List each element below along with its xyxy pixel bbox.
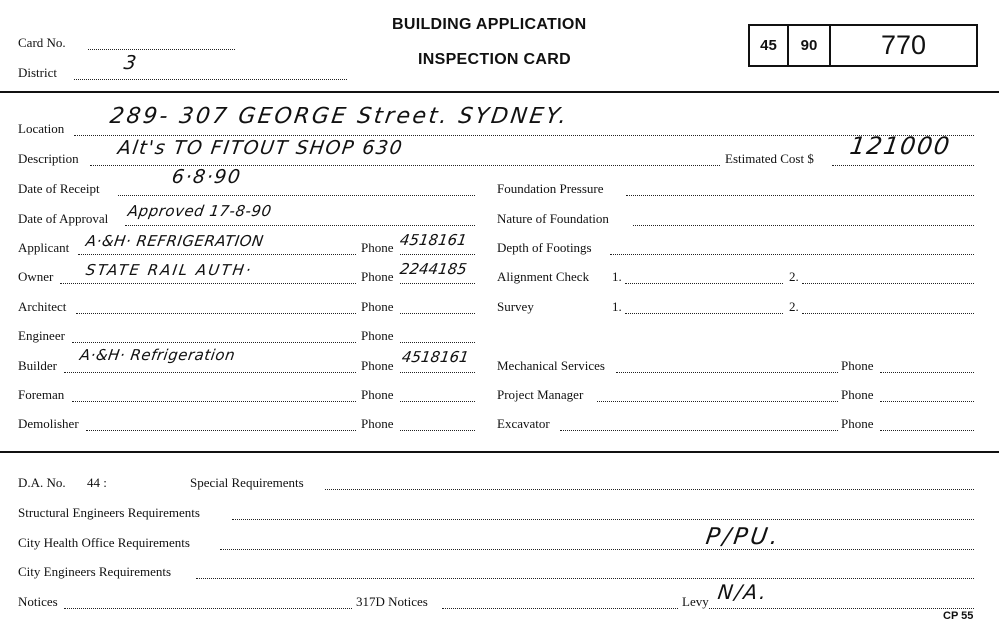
form-code: CP 55 bbox=[943, 610, 974, 622]
builder-label: Builder bbox=[18, 358, 57, 373]
owner-phone-value: 2244185 bbox=[398, 260, 469, 278]
city-health-value: P/PU. bbox=[704, 524, 783, 550]
foreman-phone-field[interactable] bbox=[400, 401, 475, 402]
levy-label: Levy bbox=[682, 594, 709, 609]
special-requirements-label: Special Requirements bbox=[190, 475, 304, 490]
ref-box-a: 45 bbox=[748, 24, 789, 67]
mechanical-services-phone-field[interactable] bbox=[880, 372, 974, 373]
structural-engineers-label: Structural Engineers Requirements bbox=[18, 505, 200, 520]
card-no-label: Card No. bbox=[18, 35, 66, 50]
applicant-label: Applicant bbox=[18, 240, 70, 255]
applicant-phone-value: 4518161 bbox=[398, 231, 469, 249]
excavator-field[interactable] bbox=[560, 430, 838, 431]
builder-phone-label: Phone bbox=[361, 358, 394, 373]
project-manager-field[interactable] bbox=[597, 401, 838, 402]
applicant-phone-label: Phone bbox=[361, 240, 394, 255]
foreman-phone-label: Phone bbox=[361, 387, 394, 402]
date-of-receipt-value: 6·8·90 bbox=[170, 166, 243, 188]
structural-engineers-field[interactable] bbox=[232, 519, 974, 520]
description-label: Description bbox=[18, 151, 79, 166]
project-manager-label: Project Manager bbox=[497, 387, 584, 402]
city-health-field[interactable] bbox=[220, 549, 974, 550]
date-of-approval-field[interactable] bbox=[125, 225, 475, 226]
alignment-check-1-field[interactable] bbox=[625, 283, 783, 284]
header-divider bbox=[0, 91, 999, 93]
owner-label: Owner bbox=[18, 269, 54, 284]
nature-of-foundation-label: Nature of Foundation bbox=[497, 211, 609, 226]
levy-value: N/A. bbox=[716, 580, 770, 604]
project-manager-phone-label: Phone bbox=[841, 387, 874, 402]
city-engineers-label: City Engineers Requirements bbox=[18, 564, 172, 579]
builder-field[interactable] bbox=[64, 372, 356, 373]
district-label: District bbox=[18, 65, 57, 80]
location-field[interactable] bbox=[74, 135, 974, 136]
demolisher-phone-field[interactable] bbox=[400, 430, 475, 431]
architect-phone-label: Phone bbox=[361, 299, 394, 314]
engineer-field[interactable] bbox=[72, 342, 356, 343]
owner-phone-field[interactable] bbox=[400, 283, 475, 284]
section-divider bbox=[0, 451, 999, 453]
mechanical-services-label: Mechanical Services bbox=[497, 358, 605, 373]
description-value: Alt's TO FITOUT SHOP 630 bbox=[116, 137, 405, 159]
foundation-pressure-label: Foundation Pressure bbox=[497, 181, 604, 196]
date-of-approval-label: Date of Approval bbox=[18, 211, 109, 226]
applicant-phone-field[interactable] bbox=[400, 254, 475, 255]
card-no-field[interactable] bbox=[88, 49, 235, 50]
depth-of-footings-field[interactable] bbox=[610, 254, 974, 255]
levy-field[interactable] bbox=[709, 608, 974, 609]
notices-317d-field[interactable] bbox=[442, 608, 678, 609]
builder-phone-field[interactable] bbox=[400, 372, 475, 373]
survey-label: Survey bbox=[497, 299, 534, 314]
estimated-cost-label: Estimated Cost $ bbox=[725, 151, 814, 166]
architect-field[interactable] bbox=[76, 313, 356, 314]
demolisher-phone-label: Phone bbox=[361, 416, 394, 431]
owner-field[interactable] bbox=[60, 283, 356, 284]
owner-phone-label: Phone bbox=[361, 269, 394, 284]
form-title: BUILDING APPLICATION bbox=[392, 16, 587, 33]
date-of-approval-value: Approved 17-8-90 bbox=[126, 202, 273, 220]
builder-phone-value: 4518161 bbox=[400, 348, 471, 366]
city-engineers-field[interactable] bbox=[196, 578, 974, 579]
date-of-receipt-field[interactable] bbox=[118, 195, 475, 196]
foreman-field[interactable] bbox=[72, 401, 356, 402]
foundation-pressure-field[interactable] bbox=[626, 195, 974, 196]
location-value: 289- 307 GEORGE Street. SYDNEY. bbox=[108, 104, 571, 129]
district-value: 3 bbox=[122, 52, 140, 74]
survey-2-label: 2. bbox=[789, 299, 799, 314]
notices-label: Notices bbox=[18, 594, 58, 609]
owner-value: STATE RAIL AUTH· bbox=[84, 261, 254, 279]
notices-field[interactable] bbox=[64, 608, 352, 609]
mechanical-services-field[interactable] bbox=[616, 372, 838, 373]
alignment-check-1-label: 1. bbox=[612, 269, 622, 284]
applicant-field[interactable] bbox=[78, 254, 356, 255]
estimated-cost-value: 121000 bbox=[848, 132, 953, 160]
excavator-label: Excavator bbox=[497, 416, 550, 431]
form-subtitle: INSPECTION CARD bbox=[418, 51, 571, 68]
special-requirements-field[interactable] bbox=[325, 489, 974, 490]
builder-value: A·&H· Refrigeration bbox=[78, 346, 237, 364]
applicant-value: A·&H· REFRIGERATION bbox=[84, 232, 265, 250]
estimated-cost-field[interactable] bbox=[832, 165, 974, 166]
city-health-label: City Health Office Requirements bbox=[18, 535, 190, 550]
demolisher-label: Demolisher bbox=[18, 416, 79, 431]
excavator-phone-label: Phone bbox=[841, 416, 874, 431]
survey-1-label: 1. bbox=[612, 299, 622, 314]
mechanical-services-phone-label: Phone bbox=[841, 358, 874, 373]
location-label: Location bbox=[18, 121, 65, 136]
da-no-label: D.A. No. bbox=[18, 475, 66, 490]
architect-phone-field[interactable] bbox=[400, 313, 475, 314]
project-manager-phone-field[interactable] bbox=[880, 401, 974, 402]
da-no-value: 44 : bbox=[87, 475, 107, 490]
foreman-label: Foreman bbox=[18, 387, 65, 402]
district-field[interactable] bbox=[74, 79, 347, 80]
notices-317d-label: 317D Notices bbox=[356, 594, 428, 609]
date-of-receipt-label: Date of Receipt bbox=[18, 181, 100, 196]
engineer-phone-field[interactable] bbox=[400, 342, 475, 343]
excavator-phone-field[interactable] bbox=[880, 430, 974, 431]
survey-1-field[interactable] bbox=[625, 313, 783, 314]
alignment-check-2-field[interactable] bbox=[802, 283, 974, 284]
ref-box-b: 90 bbox=[787, 24, 831, 67]
ref-box-number: 770 bbox=[829, 24, 978, 67]
survey-2-field[interactable] bbox=[802, 313, 974, 314]
alignment-check-label: Alignment Check bbox=[497, 269, 590, 284]
engineer-phone-label: Phone bbox=[361, 328, 394, 343]
nature-of-foundation-field[interactable] bbox=[633, 225, 974, 226]
alignment-check-2-label: 2. bbox=[789, 269, 799, 284]
engineer-label: Engineer bbox=[18, 328, 65, 343]
depth-of-footings-label: Depth of Footings bbox=[497, 240, 592, 255]
demolisher-field[interactable] bbox=[86, 430, 356, 431]
architect-label: Architect bbox=[18, 299, 67, 314]
